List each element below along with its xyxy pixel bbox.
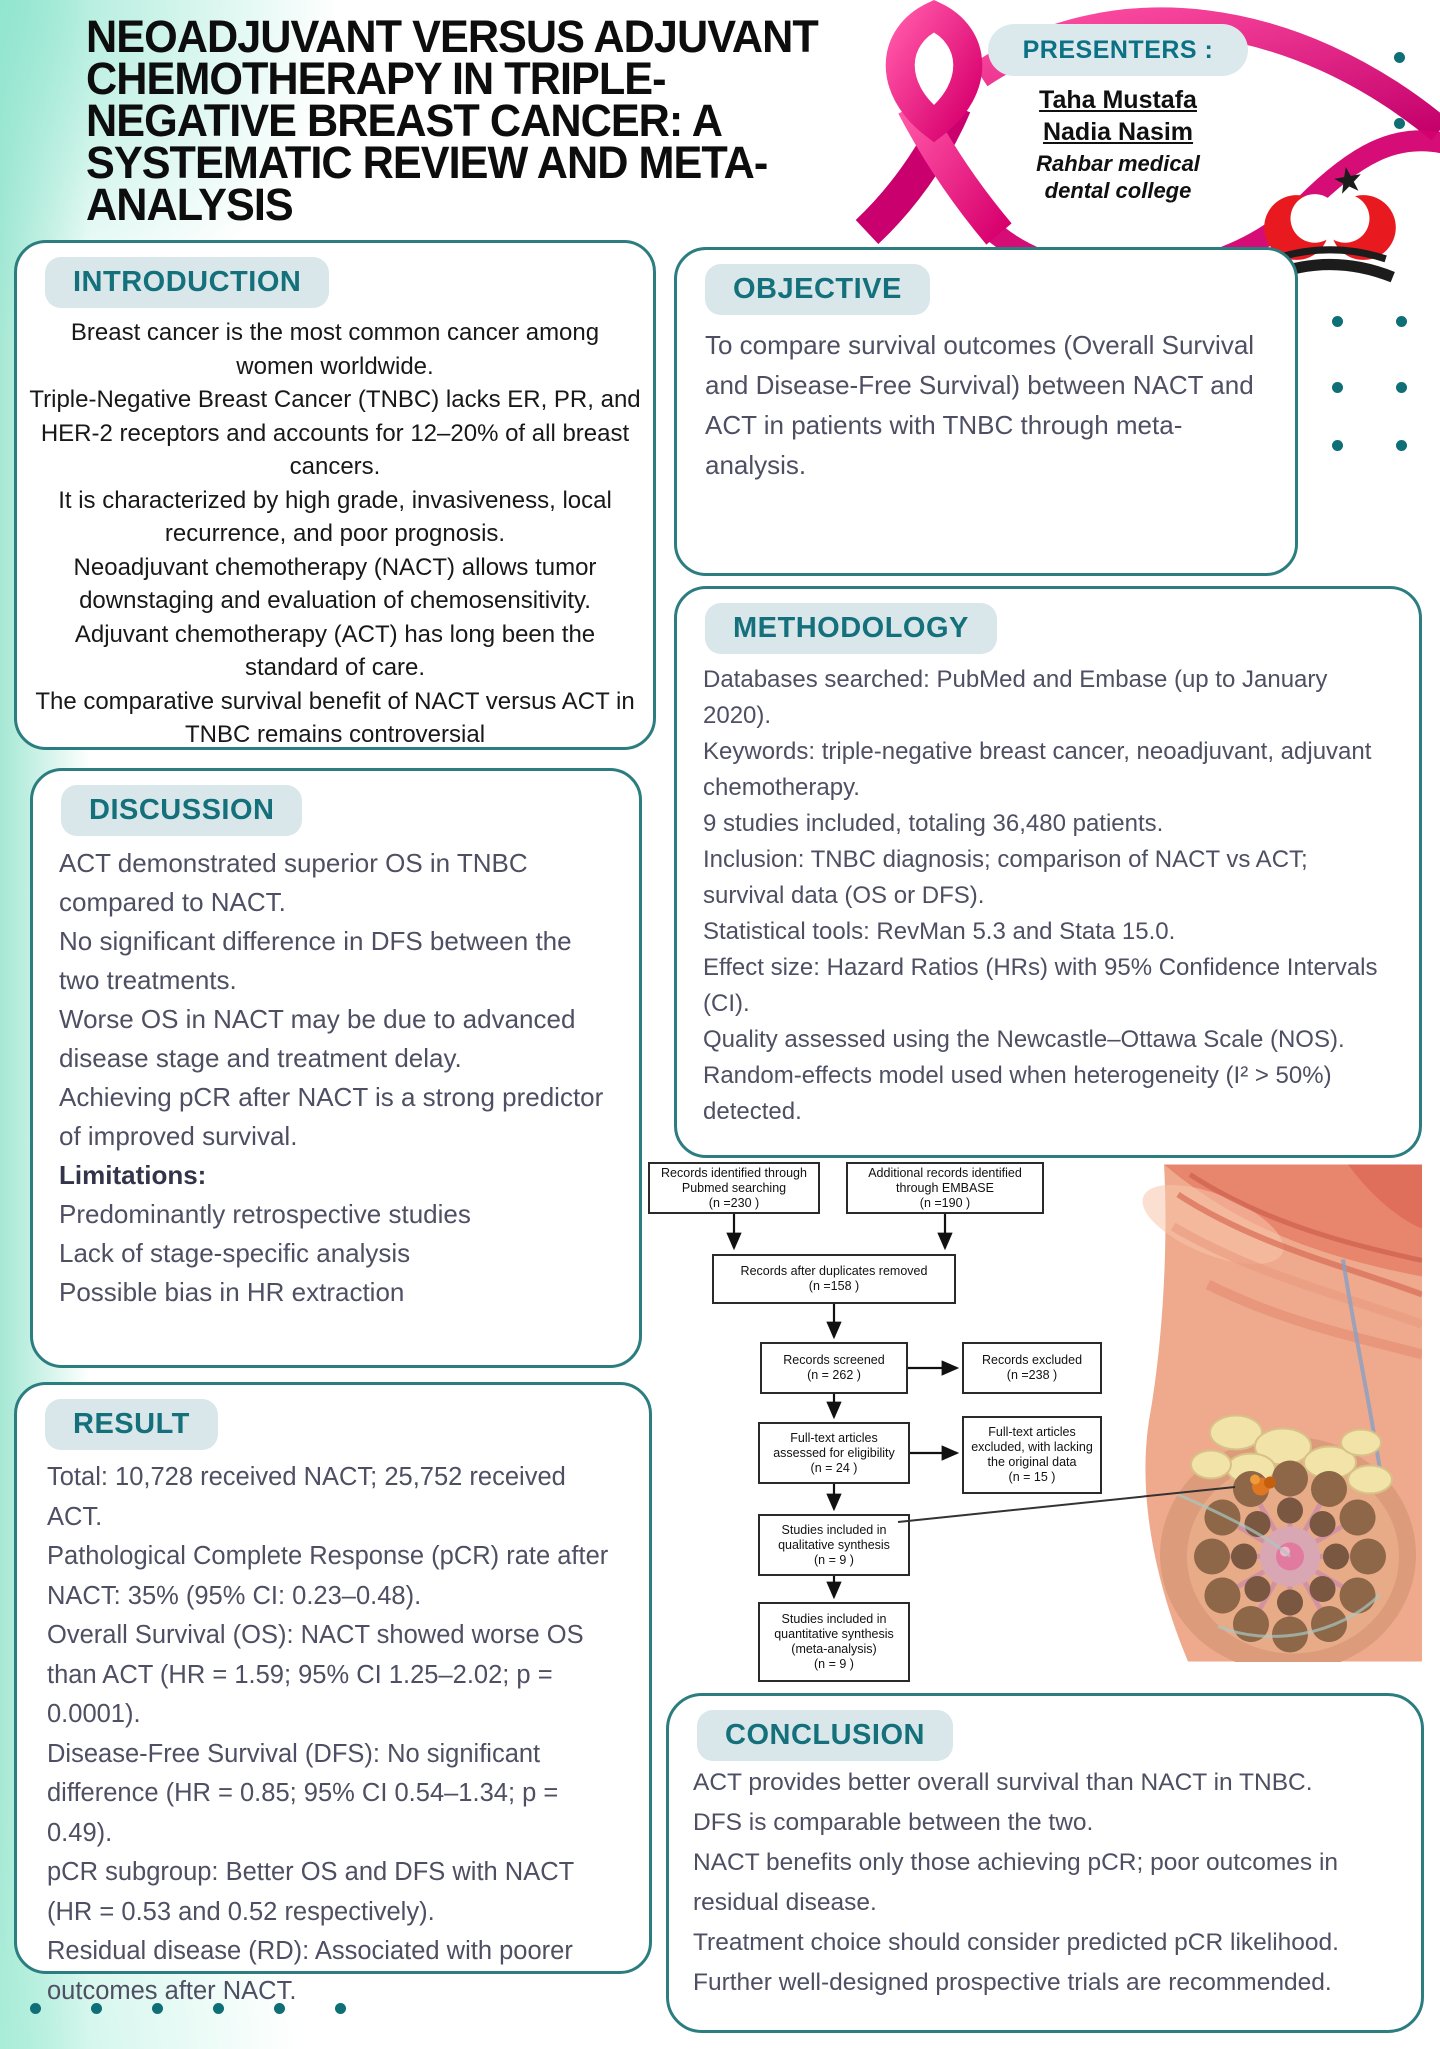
title-line: ANALYSIS — [86, 179, 293, 230]
introduction-line: It is characterized by high grade, invasiveness, local recurrence, and poor prognosis. — [58, 486, 612, 547]
flow-line: (n =238 ) — [1006, 1368, 1058, 1382]
conclusion-heading: CONCLUSION — [697, 1710, 953, 1761]
tumor-annotation-line — [880, 1462, 1260, 1537]
introduction-section — [14, 240, 656, 750]
methodology-section — [674, 586, 1422, 1158]
conclusion-body — [669, 1763, 1421, 2003]
objective-section — [674, 247, 1298, 576]
flow-line: Studies included in — [781, 1612, 887, 1626]
methodology-line: Inclusion: TNBC diagnosis; comparison of NACT vs ACT; survival data (OS or DFS). — [703, 846, 1308, 909]
methodology-body — [677, 660, 1419, 1130]
flow-line: Additional records identified — [868, 1165, 1022, 1180]
conclusion-line: ACT provides better overall survival than NACT in TNBC. — [693, 1769, 1313, 1796]
introduction-line: Breast cancer is the most common cancer among women worldwide. — [70, 319, 600, 380]
flow-line: (n = 9 ) — [814, 1657, 854, 1671]
decor-dot — [1396, 316, 1407, 327]
methodology-line: Effect size: Hazard Ratios (HRs) with 95% Confidence Intervals (CI). — [703, 954, 1378, 1017]
flow-line: (n = 9 ) — [814, 1552, 854, 1567]
limitations-label: Limitations: — [59, 1160, 207, 1190]
flow-line: Records excluded — [981, 1353, 1083, 1367]
presenters-heading: PRESENTERS : — [1022, 35, 1214, 64]
title-line: NEGATIVE BREAST CANCER: A — [86, 95, 723, 146]
flow-line: Pubmed searching — [681, 1180, 787, 1195]
flow-box-records-excluded — [962, 1342, 1102, 1394]
decor-dot — [1394, 52, 1405, 63]
flow-line: quantitative synthesis — [774, 1627, 894, 1641]
title-line: NEOADJUVANT VERSUS ADJUVANT — [86, 11, 818, 62]
flow-box-duplicates-removed — [712, 1254, 956, 1304]
conclusion-line: DFS is comparable between the two. — [693, 1809, 1094, 1836]
flow-box-records-embase — [846, 1162, 1044, 1214]
flow-line: (n =190 ) — [919, 1195, 971, 1210]
presenter-affiliation — [978, 150, 1258, 204]
title-line: SYSTEMATIC REVIEW AND META- — [86, 137, 768, 188]
prisma-flow-diagram — [630, 1158, 1110, 1698]
limitation-item: Lack of stage-specific analysis — [59, 1238, 411, 1268]
introduction-line: Adjuvant chemotherapy (ACT) has long been the standard of care. — [74, 620, 596, 681]
flow-line: through EMBASE — [896, 1180, 994, 1195]
introduction-heading: INTRODUCTION — [45, 257, 329, 308]
presenter-name: Taha Mustafa — [1039, 86, 1197, 114]
presenters-heading-pill — [988, 24, 1248, 76]
limitation-item: Possible bias in HR extraction — [59, 1277, 405, 1307]
conclusion-line: Further well-designed prospective trials are recommended. — [693, 1969, 1332, 1996]
introduction-body — [17, 314, 653, 752]
decor-dot — [1394, 118, 1405, 129]
flow-line: assessed for eligibility — [773, 1445, 895, 1460]
flow-line: (n = 24 ) — [810, 1460, 858, 1475]
result-line: Pathological Complete Response (pCR) rate after NACT: 35% (95% CI: 0.23–0.48). — [47, 1542, 609, 1610]
methodology-line: Statistical tools: RevMan 5.3 and Stata 15.0. — [703, 918, 1176, 945]
flow-line: qualitative synthesis — [778, 1537, 890, 1552]
flow-line: Records after duplicates removed — [740, 1264, 928, 1278]
discussion-line: ACT demonstrated superior OS in TNBC compared to NACT. — [59, 848, 528, 917]
result-line: Overall Survival (OS): NACT showed worse OS than ACT (HR = 1.59; 95% CI 1.25–2.02; p = 0.0001). — [47, 1621, 584, 1728]
methodology-line: 9 studies included, totaling 36,480 patients. — [703, 810, 1164, 837]
breast-anatomy-image — [1118, 1164, 1422, 1662]
result-heading: RESULT — [45, 1399, 218, 1450]
conclusion-section — [666, 1693, 1424, 2033]
discussion-line: No significant difference in DFS between the two treatments. — [59, 926, 572, 995]
flow-line: Records screened — [783, 1353, 885, 1367]
flow-box-records-pubmed — [648, 1162, 820, 1214]
decor-dot — [1332, 440, 1343, 451]
decor-dot — [1396, 440, 1407, 451]
result-body — [17, 1456, 649, 2011]
decor-dot — [1332, 316, 1343, 327]
limitation-item: Predominantly retrospective studies — [59, 1199, 471, 1229]
flow-line: excluded, with lacking — [971, 1440, 1093, 1454]
methodology-line: Quality assessed using the Newcastle–Ottawa Scale (NOS). — [703, 1026, 1345, 1053]
objective-heading: OBJECTIVE — [705, 264, 930, 315]
introduction-line: Neoadjuvant chemotherapy (NACT) allows tumor downstaging and evaluation of chemosensitivity. — [73, 553, 597, 614]
flow-box-records-screened — [760, 1342, 908, 1394]
discussion-line: Achieving pCR after NACT is a strong predictor of improved survival. — [59, 1082, 604, 1151]
flow-line: (n =230 ) — [708, 1195, 760, 1210]
flow-line: Studies included in — [781, 1522, 887, 1537]
introduction-line: The comparative survival benefit of NACT versus ACT in TNBC remains controversial — [35, 687, 635, 748]
flow-line: Full-text articles — [988, 1425, 1076, 1439]
flow-line: (n = 15 ) — [1008, 1470, 1056, 1484]
presenter-name: Nadia Nasim — [1042, 118, 1194, 146]
affiliation-line: Rahbar medical — [1036, 151, 1200, 176]
discussion-body — [33, 842, 639, 1312]
methodology-line: Random-effects model used when heterogeneity (I² > 50%) detected. — [703, 1062, 1332, 1125]
result-line: Residual disease (RD): Associated with poorer outcomes after NACT. — [47, 1937, 573, 2005]
result-line: pCR subgroup: Better OS and DFS with NACT (HR = 0.53 and 0.52 respectively). — [47, 1858, 574, 1926]
flow-line: (n = 262 ) — [807, 1368, 861, 1382]
discussion-line: Worse OS in NACT may be due to advanced disease stage and treatment delay. — [59, 1004, 576, 1073]
conclusion-line: Treatment choice should consider predicted pCR likelihood. — [693, 1929, 1339, 1956]
flow-line: the original data — [987, 1455, 1077, 1469]
decor-dot — [1332, 382, 1343, 393]
introduction-line: Triple-Negative Breast Cancer (TNBC) lacks ER, PR, and HER-2 receptors and accounts for 12–20% of all breast cancers. — [29, 386, 641, 480]
discussion-section — [30, 768, 642, 1368]
flow-line: (n =158 ) — [808, 1279, 860, 1293]
affiliation-line: dental college — [1044, 178, 1192, 203]
discussion-heading: DISCUSSION — [61, 785, 302, 836]
methodology-line: Databases searched: PubMed and Embase (up to January 2020). — [703, 666, 1328, 729]
flow-line: Full-text articles — [790, 1430, 878, 1445]
presenter-names — [978, 84, 1258, 148]
result-section — [14, 1382, 652, 2005]
methodology-heading: METHODOLOGY — [705, 603, 997, 654]
result-line: Total: 10,728 received NACT; 25,752 received ACT. — [47, 1463, 566, 1531]
methodology-line: Keywords: triple-negative breast cancer, neoadjuvant, adjuvant chemotherapy. — [703, 738, 1372, 801]
flow-line: (meta-analysis) — [791, 1642, 877, 1656]
conclusion-line: NACT benefits only those achieving pCR; poor outcomes in residual disease. — [693, 1849, 1339, 1916]
title-line: CHEMOTHERAPY IN TRIPLE- — [86, 53, 666, 104]
flow-box-quantitative-synthesis — [758, 1602, 910, 1682]
objective-body: To compare survival outcomes (Overall Survival and Disease-Free Survival) between NACT and ACT in patients with TNBC through meta-analysis. — [705, 330, 1255, 480]
poster-title — [86, 11, 864, 230]
decor-dot — [1396, 382, 1407, 393]
flow-line: Records identified through — [661, 1165, 807, 1180]
result-line: Disease-Free Survival (DFS): No significant difference (HR = 0.85; 95% CI 0.54–1.34; p = 0.49). — [47, 1739, 559, 1847]
